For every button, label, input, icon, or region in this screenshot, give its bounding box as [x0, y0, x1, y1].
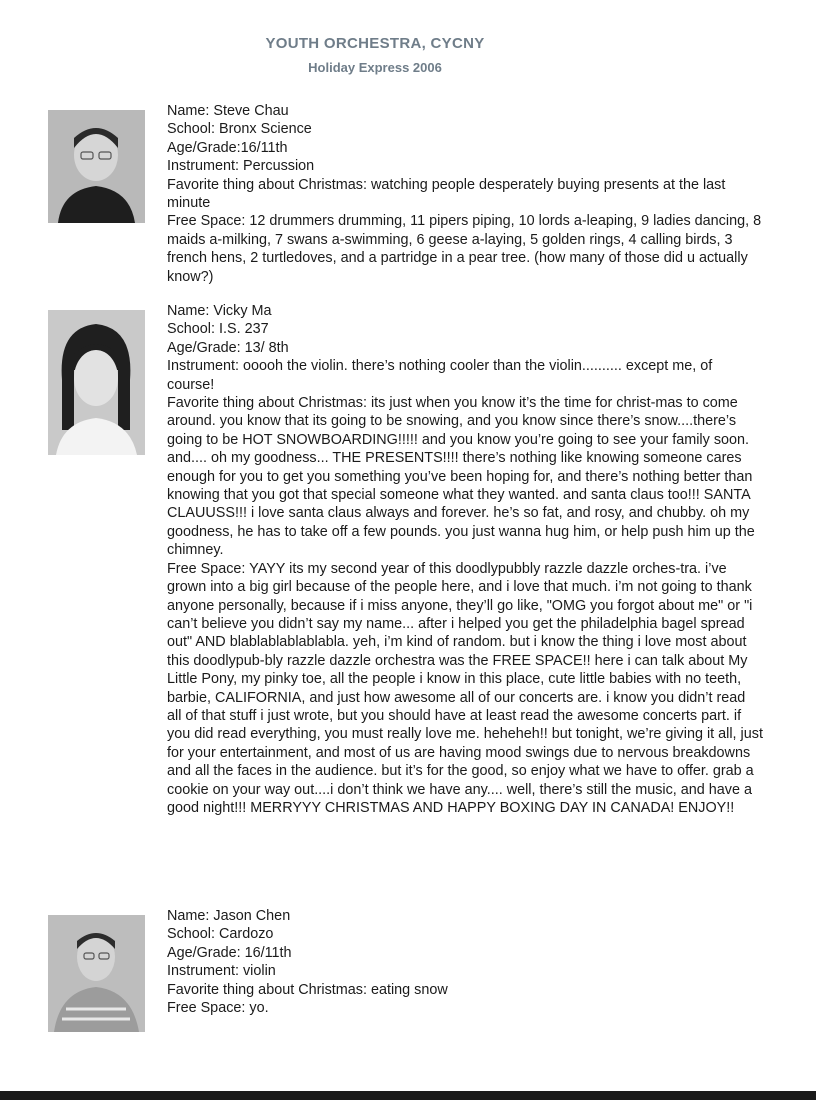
age-value: 13/ 8th: [244, 339, 289, 356]
favorite-value: eating snow: [370, 981, 448, 998]
school-label: School:: [167, 121, 219, 138]
instrument-label: Instrument:: [167, 358, 243, 375]
profile-text: [167, 302, 763, 817]
free-space-value: 12 drummers drumming, 11 pipers piping, 10 lords a-leaping, 9 ladies dancing, 8 maids a-milking, 7 swans a-swimming, 6 geese a-laying, 5 golden rings, 4 calling birds, 3 french hens, 2 turtledoves, and a partridge in a pear tree. (how many of those did u actually know?): [167, 213, 762, 285]
free-space-label: Free Space:: [167, 1000, 250, 1017]
student-photo: [48, 310, 145, 455]
favorite-line: [167, 176, 763, 213]
school-label: School:: [167, 926, 219, 943]
favorite-line: [167, 394, 763, 560]
favorite-label: Favorite thing about Christmas:: [167, 176, 371, 193]
name-label: Name:: [167, 303, 214, 319]
age-value: 16/11th: [244, 944, 292, 961]
school-line: [167, 120, 763, 138]
profile-text: [167, 102, 763, 286]
name-value: Vicky Ma: [213, 303, 272, 319]
instrument-value: violin: [242, 963, 276, 980]
age-line: [167, 944, 763, 962]
school-value: Bronx Science: [219, 121, 312, 138]
free-space-label: Free Space:: [167, 560, 250, 577]
favorite-label: Favorite thing about Christmas:: [167, 981, 371, 998]
name-value: Jason Chen: [213, 908, 291, 924]
portrait-icon: [48, 915, 145, 1032]
name-line: [167, 102, 763, 120]
school-line: [167, 320, 763, 338]
free-space-value: yo.: [249, 1000, 269, 1017]
favorite-line: [167, 981, 763, 999]
student-photo: [48, 110, 145, 223]
portrait-icon: [48, 110, 145, 223]
page-subtitle: Holiday Express 2006: [308, 60, 442, 75]
age-line: [167, 339, 763, 357]
name-value: Steve Chau: [213, 103, 289, 119]
instrument-value: Percussion: [242, 158, 315, 175]
age-label: Age/Grade:: [167, 139, 241, 156]
age-value: 16/11th: [240, 139, 288, 156]
name-label: Name:: [167, 908, 214, 924]
free-space-value: YAYY its my second year of this doodlypubbly razzle dazzle orches-tra. i’ve grown into a big girl because of the people here, and i love that much. i’m not going to thank anyone personally, because if i miss anyone, they’ll go like, "OMG you forgot about me" or "i can’t believe you didn’t say my name... after i helped you get the philadelphia bagel spread out" AND blablablablablabla. yeh, i’m kind of random. but i know the thing i love most about this doodlypub-bly razzle dazzle orchestra was the FREE SPACE!! here i can talk about My Little Pony, my pinky toe, all the people i know in this place, cute little babies with no teeth, barbie, CALIFORNIA, and just how awesome all of our concerts are. i know you didn’t read all of that stuff i just wrote, but you should have at least read the awesome concerts part. if you did read everything, you must really love me. heheheh!! but tonight, we’re giving it all, just for your entertainment, and most of us are having mood swings due to nervous breakdowns and all the faces in the audience. but it’s for the good, so enjoy what we have to offer. grab a cookie on your way out....i don’t think we have any.... well, there’s still the music, and have a good night!!! MERRYYY CHRISTMAS AND HAPPY BOXING DAY IN CANADA! ENJOY!!: [167, 560, 763, 816]
instrument-line: [167, 357, 763, 394]
free-space-line: [167, 560, 763, 818]
scan-bottom-edge: [0, 1091, 816, 1100]
name-line: [167, 907, 763, 925]
school-value: Cardozo: [219, 926, 274, 943]
portrait-icon: [48, 310, 145, 455]
favorite-value: its just when you know it’s the time for christ-mas to come around. you know that its going to be snowing, and you know since there’s snow....there’s going to be HOT SNOWBOARDING!!!!! and you know you’re going to see your family soon. and.... oh my goodness... THE PRESENTS!!!! there’s nothing like knowing someone cares enough for you to get you something you’ve been hoping for, and there’s nothing better than knowing that you got that special someone what they wanted. and santa claus too!!! SANTA CLAUUSS!!! i love santa claus always and forever. he’s so fat, and rosy, and chubby. oh my goodness, he has to take off a few pounds. you just wanna hug him, or help push him up the chimney.: [167, 395, 755, 559]
profile-text: [167, 907, 763, 1017]
instrument-value: ooooh the violin. there’s nothing cooler than the violin.......... except me, of course!: [167, 358, 713, 393]
page-title: YOUTH ORCHESTRA, CYCNY: [265, 35, 485, 52]
age-line: [167, 139, 763, 157]
page-header: [0, 34, 750, 78]
free-space-label: Free Space:: [167, 213, 250, 230]
school-line: [167, 925, 763, 943]
instrument-line: [167, 157, 763, 175]
name-label: Name:: [167, 103, 214, 119]
favorite-value: watching people desperately buying presents at the last minute: [167, 176, 726, 212]
age-label: Age/Grade:: [167, 944, 245, 961]
free-space-line: [167, 212, 763, 286]
school-label: School:: [167, 321, 219, 338]
age-label: Age/Grade:: [167, 339, 245, 356]
free-space-line: [167, 999, 763, 1017]
favorite-label: Favorite thing about Christmas:: [167, 395, 371, 412]
instrument-label: Instrument:: [167, 158, 243, 175]
instrument-line: [167, 962, 763, 980]
name-line: [167, 302, 763, 320]
instrument-label: Instrument:: [167, 963, 243, 980]
student-photo: [48, 915, 145, 1032]
school-value: I.S. 237: [219, 321, 269, 338]
